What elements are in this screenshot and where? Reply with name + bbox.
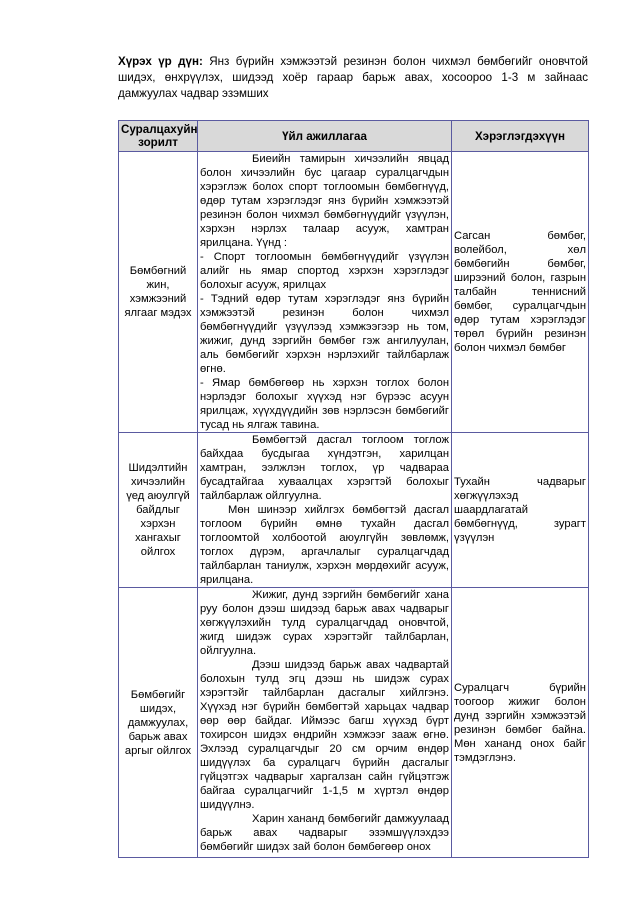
activity-paragraph: - Спорт тоглоомын бөмбөгнүүдийг үзүүлэн алийг нь ямар спортод хэрхэн хэрэглэдэг болохыг асууж, ярилцах bbox=[200, 251, 449, 291]
header-materials: Хэрэглэгдэхүүн bbox=[452, 121, 589, 152]
activity-paragraph: Харин хананд бөмбөгийг дамжуулаад барьж авах чадварыг эзэмшүүлэхдээ бөмбөгийг шидэх зай болон бөмбөгөөр онох bbox=[200, 813, 449, 853]
activity-cell bbox=[198, 433, 452, 588]
table-row bbox=[119, 152, 589, 433]
table-header-row bbox=[119, 121, 589, 152]
intro-label: Хүрэх үр дүн: bbox=[118, 55, 203, 68]
activity-paragraph: Бөмбөгтэй дасгал тоглоом тоглож байхдаа бусдыгаа хүндэтгэн, харилцан хамтран, ээлжлэн тоглох, үр чадвараа бусадтайгаа хуваалцах хэрэгтэй болохыг тайлбарлаж ойлгуулна. bbox=[200, 434, 449, 502]
activity-cell bbox=[198, 588, 452, 858]
activity-cell bbox=[198, 152, 452, 433]
header-activity: Үйл ажиллагаа bbox=[198, 121, 452, 152]
table-row bbox=[119, 588, 589, 858]
activity-paragraph: Биеийн тамирын хичээлийн явцад болон хичээлийн бус цагаар суралцагчдын хэрэглэж болох спорт тоглоомын бөмбөгнүүд, өдөр тутам хэрэглэдэг янз бүрийн хэмжээтэй резинэн болон чихмэл бөмбөгнүүдийг үзүүлэн, хэрхэн нэрлэх талаар асууж, хамтран ярилцана. Үүнд : bbox=[200, 153, 449, 249]
materials-cell: Сагсан бөмбөг, волейбол, хөл бөмбөгийн бөмбөг, ширээний болон, газрын талбайн теннисний бөмбөг, суралцагчдын өдөр тутам хэрэглэдэг төрөл бүрийн резинэн болон чихмэл бөмбөг bbox=[452, 152, 589, 433]
activity-paragraph: - Ямар бөмбөгөөр нь хэрхэн тоглох болон нэрлэдэг болохыг хүүхэд нэг бүрээс асуун ярилцаж, хүүхдүүдийн зөв нэрлэсэн бөмбөгийг тусад нь ялгаж тавина. bbox=[200, 377, 449, 431]
activity-paragraph: - Тэдний өдөр тутам хэрэглэдэг янз бүрийн хэмжээтэй резинэн болон чихмэл бөмбөгнүүдийг үзүүлээд хэмжээгээр нь том, жижиг, дунд зэргийн бөмбөг гэж ангилуулан, аль бөмбөгийг хэрхэн нэрлэхийг тайлбарлаж өгнө. bbox=[200, 293, 449, 375]
activity-paragraph: Мөн шинээр хийлгэх бөмбөгтэй дасгал тоглоом бүрийн өмнө тухайн дасгал тоглоомтой холбоотой аюулгүйн зөвлөмж, тоглох дүрэм, аргачлалыг суралцагчдад тайлбарлан таниулж, хэрхэн мөрдөхийг асууж, ярилцана. bbox=[200, 504, 449, 586]
materials-cell: Суралцагч бүрийн тоогоор жижиг болон дунд зэргийн хэмжээтэй резинэн бөмбөг байна. Мөн хананд онох байг тэмдэглэнэ. bbox=[452, 588, 589, 858]
materials-cell: Тухайн чадварыг хөгжүүлэхэд шаардлагатай бөмбөгнүүд, зурагт үзүүлэн bbox=[452, 433, 589, 588]
activity-paragraph: Дээш шидээд барьж авах чадвартай болохын тулд эгц дээш нь шидэж сурах хэрэгтэйг тайлбарлан дасгалыг хийлгэнэ. Хүүхэд нэг бүрийн бөмбөгтэй харьцах чадвар өөр өөр байдаг. Иймээс багш хүүхэд бүрт тохирсон шидэх өндрийн хэмжээг зааж өгнө. Эхлээд суралцагчдыг 20 см орчим өндөр шидүүлэх ба суралцагч бүрийн дасгалыг гүйцэтгэх чадварыг харгалзан сайн гүйцэтгэж байгаа суралцагчийг 1-1,5 м хүртэл өндөр шидүүлнэ. bbox=[200, 659, 449, 811]
activity-paragraph: Жижиг, дунд зэргийн бөмбөгийг хана руу болон дээш шидээд барьж авах чадварыг хөгжүүлэхийн тулд суралцагчдад оновчтой, жигд шидэж сурах хэрэгтэйг тайлбарлан, ойлгуулна. bbox=[200, 589, 449, 657]
table-row bbox=[119, 433, 589, 588]
goal-cell: Бөмбөгний жин, хэмжээний ялгааг мэдэх bbox=[119, 152, 198, 433]
intro-paragraph bbox=[118, 54, 588, 114]
goal-cell: Шидэлтийн хичээлийн үед аюулгүй байдлыг хэрхэн хангахыг ойлгох bbox=[119, 433, 198, 588]
intro-text: Янз бүрийн хэмжээтэй резинэн болон чихмэл бөмбөгийг оновчтой шидэх, өнхрүүлэх, шидээд хоёр гараар барьж авах, хосоороо 1-3 м зайнаас дамжуулах чадвар эзэмших bbox=[118, 55, 589, 100]
lesson-table bbox=[118, 120, 589, 858]
header-goal: Суралцахуйн зорилт bbox=[119, 121, 198, 152]
goal-cell: Бөмбөгийг шидэх, дамжуулах, барьж авах аргыг ойлгох bbox=[119, 588, 198, 858]
